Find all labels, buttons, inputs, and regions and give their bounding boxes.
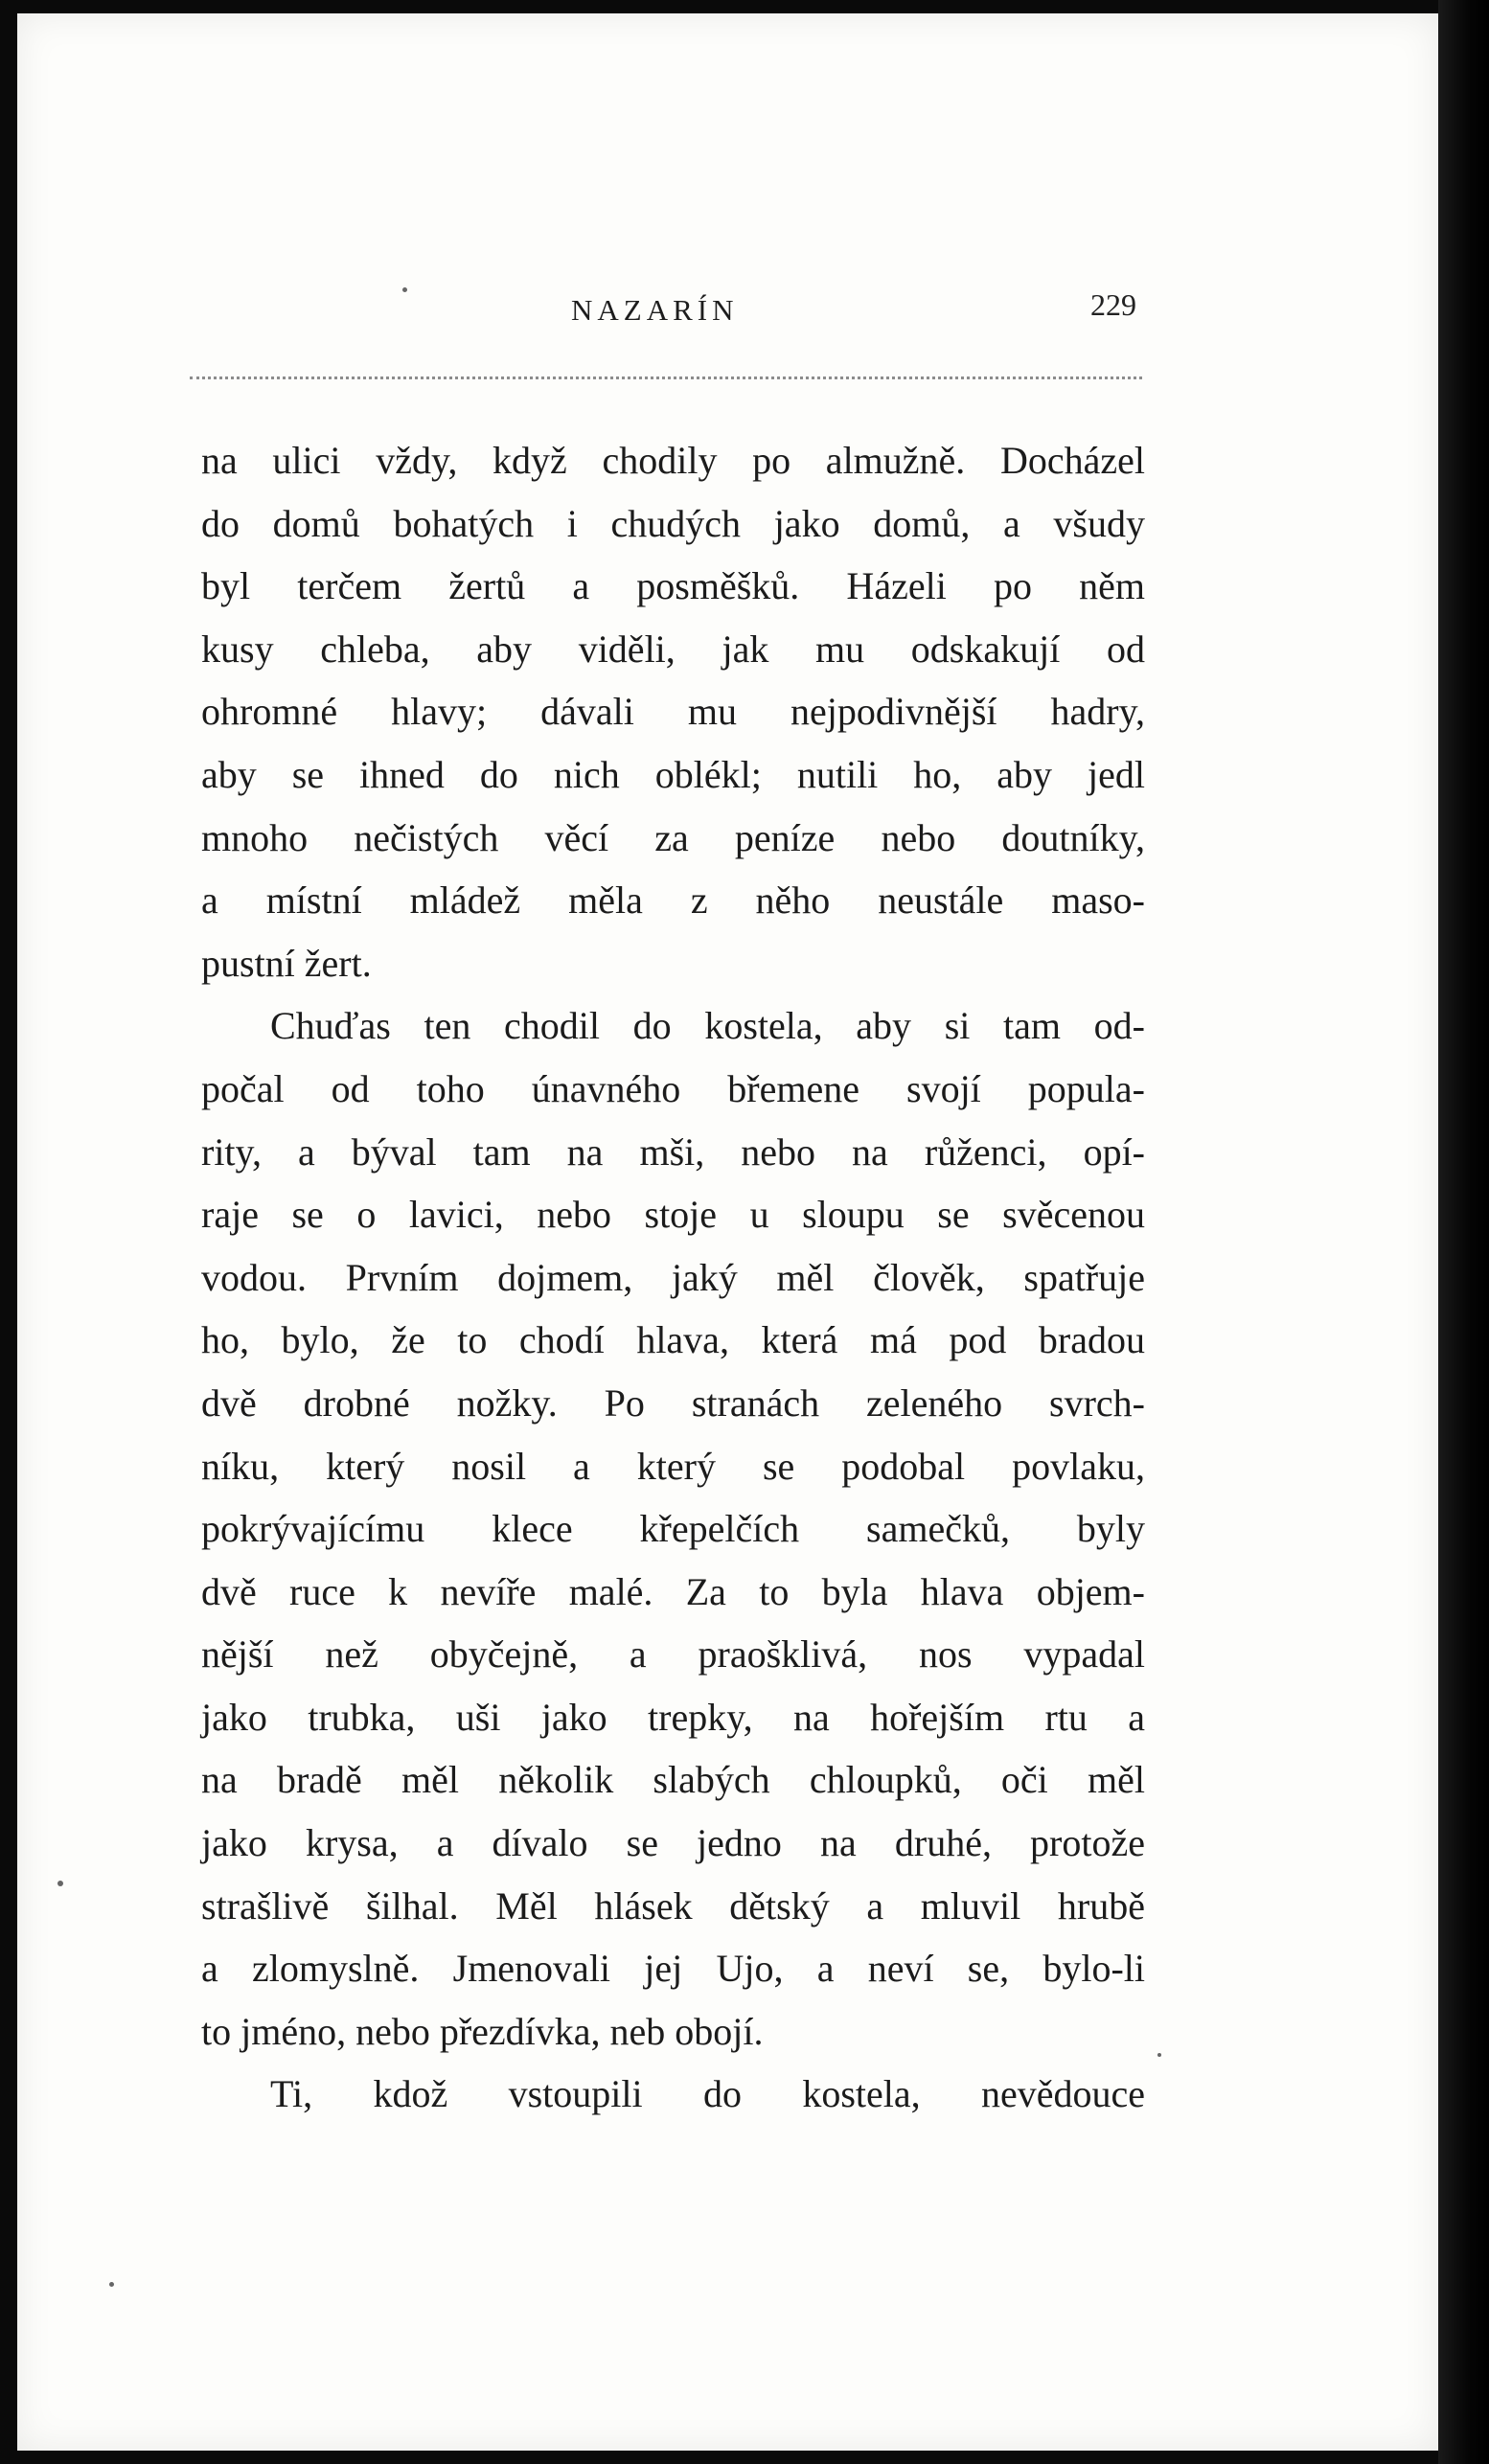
scan-speck	[402, 287, 407, 292]
text-line: ohromné hlavy; dávali mu nejpodivnější hadry,	[201, 690, 1145, 734]
text-line: pokrývajícímu klece křepelčích samečků, byly	[201, 1507, 1145, 1551]
text-line: dvě drobné nožky. Po stranách zeleného svrch-	[201, 1380, 1145, 1425]
text-line: počal od toho únavného břemene svojí popula-	[201, 1066, 1145, 1110]
text-line: jako krysa, a dívalo se jedno na druhé, protože	[201, 1821, 1145, 1865]
header-rule	[190, 376, 1142, 379]
text-line: na bradě měl několik slabých chloupků, oči měl	[201, 1758, 1145, 1802]
scan-edge	[1438, 0, 1489, 2464]
text-line: vodou. Prvním dojmem, jaký měl člověk, spatřuje	[201, 1255, 1145, 1299]
text-line: dvě ruce k nevíře malé. Za to byla hlava objem-	[201, 1569, 1145, 1613]
text-line: nější než obyčejně, a praošklivá, nos vypadal	[201, 1632, 1145, 1677]
text-line: a místní mládež měla z něho neustále maso-	[201, 878, 1145, 923]
text-line: rity, a býval tam na mši, nebo na růženci, opí-	[201, 1129, 1145, 1174]
text-line: Ti, kdož vstoupili do kostela, nevědouce	[270, 2072, 1145, 2116]
text-line: jako trubka, uši jako trepky, na hořejším rtu a	[201, 1695, 1145, 1739]
text-line: aby se ihned do nich oblékl; nutili ho, aby jedl	[201, 752, 1145, 796]
text-line: pustní žert.	[201, 941, 372, 985]
text-line: do domů bohatých i chudých jako domů, a všudy	[201, 501, 1145, 545]
running-title: NAZARÍN	[571, 293, 739, 327]
body-text	[201, 429, 1145, 2126]
text-line: Chuďas ten chodil do kostela, aby si tam od-	[270, 1004, 1145, 1048]
text-line: mnoho nečistých věcí za peníze nebo doutníky,	[201, 815, 1145, 859]
text-line: raje se o lavici, nebo stoje u sloupu se svěcenou	[201, 1193, 1145, 1237]
text-line: strašlivě šilhal. Měl hlásek dětský a mluvil hrubě	[201, 1883, 1145, 1928]
page-number: 229	[1090, 287, 1136, 322]
text-line: ho, bylo, že to chodí hlava, která má pod bradou	[201, 1318, 1145, 1362]
scan-speck	[109, 2282, 114, 2287]
text-line: níku, který nosil a který se podobal povlaku,	[201, 1444, 1145, 1488]
text-line: kusy chleba, aby viděli, jak mu odskakují od	[201, 627, 1145, 671]
text-line: a zlomyslně. Jmenovali jej Ujo, a neví se, bylo-li	[201, 1947, 1145, 1991]
text-line: byl terčem žertů a posměšků. Házeli po něm	[201, 564, 1145, 608]
text-line: na ulici vždy, když chodily po almužně. Docházel	[201, 439, 1145, 482]
scan-speck	[57, 1881, 63, 1886]
scan-speck	[1157, 2053, 1161, 2057]
text-line: to jméno, nebo přezdívka, neb obojí.	[201, 2009, 764, 2053]
